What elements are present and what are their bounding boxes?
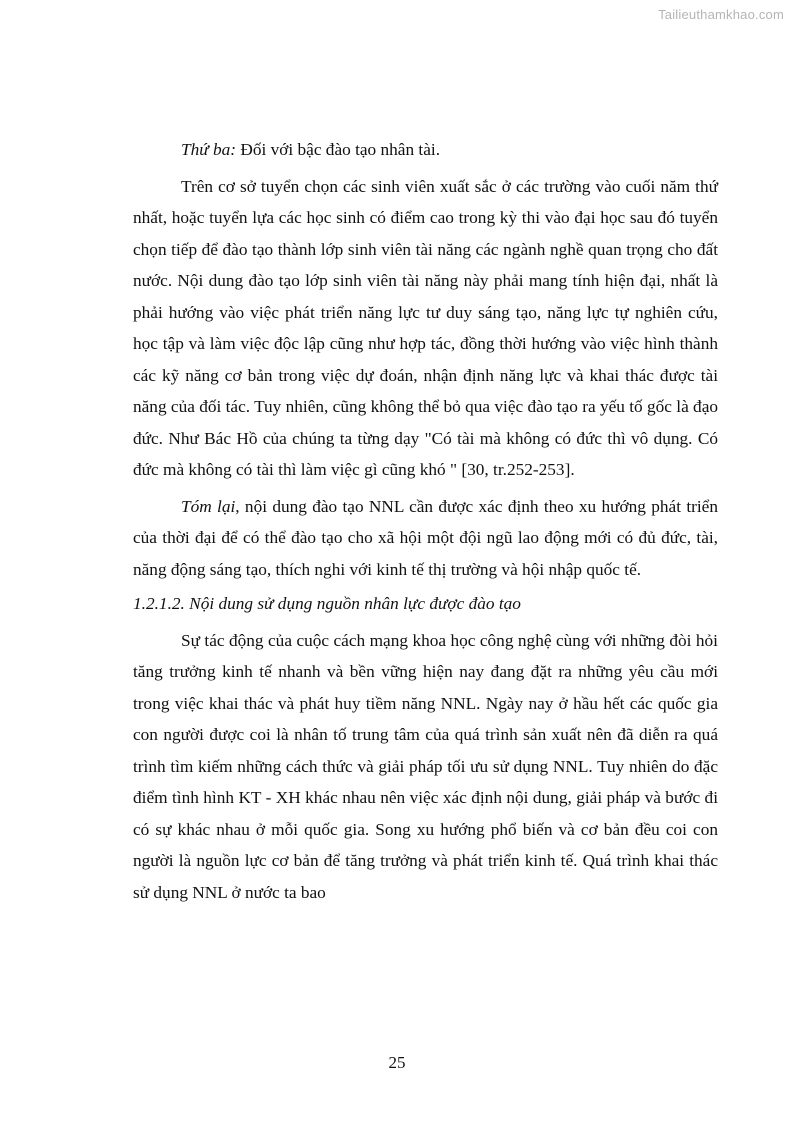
paragraph-lead-italic: Thứ ba: xyxy=(181,140,237,159)
paragraph-text: Đối với bậc đào tạo nhân tài. xyxy=(236,140,441,159)
section-heading: 1.2.1.2. Nội dung sử dụng nguồn nhân lực được đào tạo xyxy=(133,594,521,613)
paragraph-text: , nội dung đào tạo NNL cần được xác định theo xu hướng phát triển của thời đại để có thể đào tạo cho xã hội một đội ngũ lao động mới có đủ đức, tài, năng động sáng tạo, thích nghi với kinh tế thị trường và hội nhập quốc tế. xyxy=(133,496,718,579)
watermark-text: Tailieuthamkhao.com xyxy=(658,7,784,22)
page-number: 25 xyxy=(388,1053,406,1072)
document-body xyxy=(133,134,718,908)
paragraph-talent-selection xyxy=(133,171,718,486)
paragraph-text: Sự tác động của cuộc cách mạng khoa học công nghệ cùng với những đòi hỏi tăng trưởng kinh tế nhanh và bền vững hiện nay đang đặt ra những yêu cầu mới trong việc khai thác và phát huy tiềm năng NNL. Ngày nay ở hầu hết các quốc gia con người được coi là nhân tố trung tâm của quá trình sản xuất nên đã diễn ra quá trình tìm kiếm những cách thức và giải pháp tối ưu sử dụng NNL. Tuy nhiên do đặc điểm tình hình KT - XH khác nhau nên việc xác định nội dung, giải pháp và bước đi có sự khác nhau ở mỗi quốc gia. Song xu hướng phổ biến và cơ bản đều coi con người là nguồn lực cơ bản để tăng trưởng và phát triển kinh tế. Quá trình khai thác sử dụng NNL ở nước ta bao xyxy=(133,630,718,902)
paragraph-summary xyxy=(133,491,718,586)
paragraph-talent-training xyxy=(133,134,718,166)
paragraph-lead-italic: Tóm lại xyxy=(181,496,236,516)
paragraph-hr-usage xyxy=(133,625,718,909)
paragraph-text: Trên cơ sở tuyển chọn các sinh viên xuất sắc ở các trường vào cuối năm thứ nhất, hoặc tuyển lựa các học sinh có điểm cao trong kỳ thi vào đại học sau đó tuyển chọn tiếp để đào tạo thành lớp sinh viên tài năng các ngành nghề quan trọng cho đất nước. Nội dung đào tạo lớp sinh viên tài năng này phải mang tính hiện đại, nhất là phải hướng vào việc phát triển năng lực tư duy sáng tạo, năng lực tự nghiên cứu, học tập và làm việc độc lập cũng như hợp tác, đồng thời hướng vào việc hình thành các kỹ năng cơ bản trong việc dự đoán, nhận định năng lực và khai thác được tài năng của đối tác. Tuy nhiên, cũng không thể bỏ qua việc đào tạo ra yếu tố gốc là đạo đức. Như Bác Hồ của chúng ta từng dạy "Có tài mà không có đức thì vô dụng. Có đức mà không có tài thì làm việc gì cũng khó " [30, tr.252-253]. xyxy=(133,176,719,479)
